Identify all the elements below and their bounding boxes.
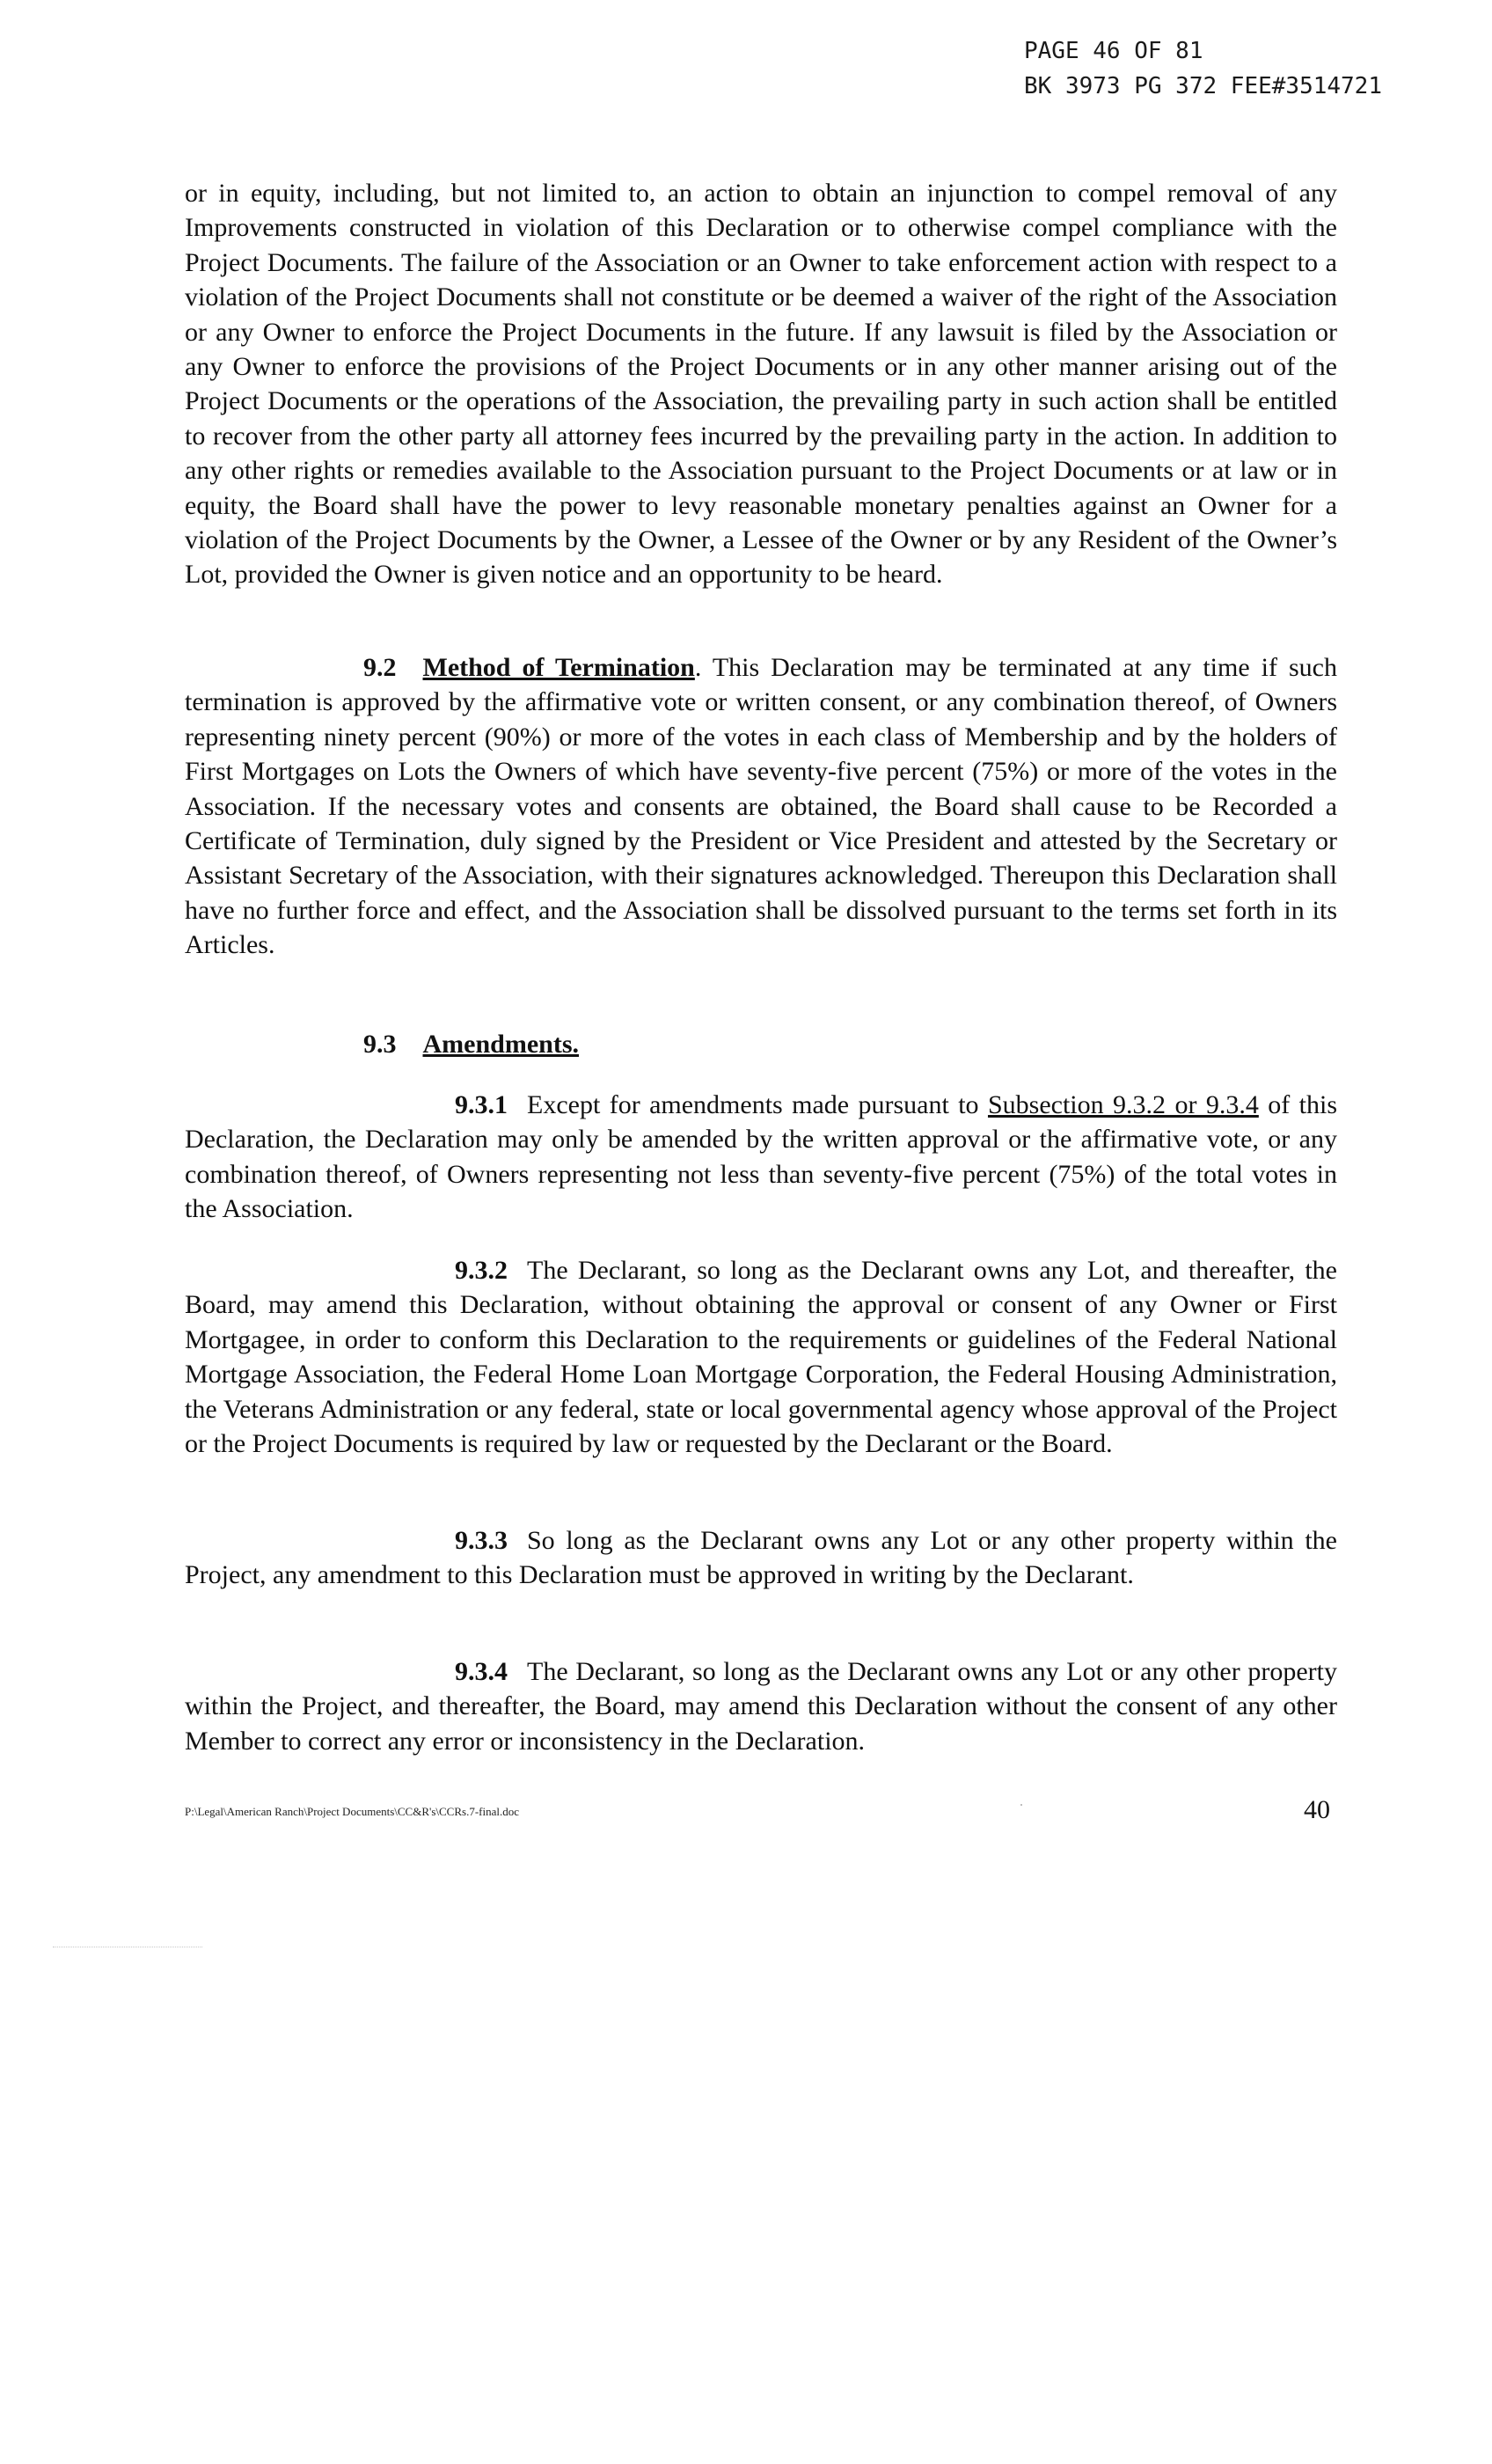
scan-artifact-line — [53, 1947, 202, 1951]
section-9-3-3-paragraph — [185, 1523, 1337, 1593]
section-9-2 — [185, 650, 1337, 963]
section-9-3-4 — [185, 1654, 1337, 1758]
section-9-3-2-paragraph — [185, 1253, 1337, 1461]
section-9-3-heading-line — [185, 1027, 1337, 1061]
recording-stamp — [1024, 33, 1411, 104]
paragraph-enforcement-continued — [185, 176, 1337, 592]
scan-speck — [1020, 1804, 1022, 1806]
page-number: 40 — [1304, 1795, 1330, 1824]
section-9-3-number: 9.3 — [363, 1030, 397, 1059]
section-9-3-4-number: 9.3.4 — [455, 1657, 508, 1686]
section-9-3-1-paragraph — [185, 1088, 1337, 1227]
section-9-3-title: Amendments. — [422, 1030, 579, 1059]
footer-file-path: P:\Legal\American Ranch\Project Documents\CC&R's\CCRs.7-final.doc — [185, 1805, 520, 1818]
section-9-3-2-number: 9.3.2 — [455, 1256, 508, 1285]
stamp-page-count: PAGE 46 OF 81 — [1024, 38, 1203, 64]
section-9-3-3 — [185, 1523, 1337, 1593]
section-9-3-3-number: 9.3.3 — [455, 1526, 508, 1555]
section-9-2-title: Method of Termination — [422, 653, 695, 682]
section-9-3-4-paragraph — [185, 1654, 1337, 1758]
section-9-2-paragraph — [185, 650, 1337, 963]
section-9-3-3-text: So long as the Declarant owns any Lot or any other property within the Project, any amendment to this Declaration must be approved in writing by the Declarant. — [185, 1526, 1337, 1590]
paragraph-text: or in equity, including, but not limited to, an action to obtain an injunction to compel removal of any Improvements constructed in violation of this Declaration or to otherwise compel compliance with the Project Documents. The failure of the Association or an Owner to take enforcement action with respect to a violation of the Project Documents shall not constitute or be deemed a waiver of the right of the Association or any Owner to enforce the Project Documents in the future. If any lawsuit is filed by the Association or any Owner to enforce the provisions of the Project Documents or in any other manner arising out of the Project Documents or the operations of the Association, the prevailing party in such action shall be entitled to recover from the other party all attorney fees incurred by the prevailing party in the action. In addition to any other rights or remedies available to the Association pursuant to the Project Documents or at law or in equity, the Board shall have the power to levy reasonable monetary penalties against an Owner for a violation of the Project Documents by the Owner, a Lessee of the Owner or by any Resident of the Owner’s Lot, provided the Owner is given notice and an opportunity to be heard. — [185, 179, 1337, 590]
section-9-2-text: . This Declaration may be terminated at any time if such termination is approved by the affirmative vote or written consent, or any combination thereof, of Owners representing ninety percent (90%) or more of the votes in each class of Membership and by the holders of First Mortgages on Lots the Owners of which have seventy-five percent (75%) or more of the votes in the Association. If the necessary votes and consents are obtained, the Board shall cause to be Recorded a Certificate of Termination, duly signed by the President or Vice President and attested by the Secretary or Assistant Secretary of the Association, with their signatures acknowledged. Thereupon this Declaration shall have no further force and effect, and the Association shall be dissolved pursuant to the terms set forth in its Articles. — [185, 653, 1337, 960]
stamp-book-page-fee: BK 3973 PG 372 FEE#3514721 — [1024, 73, 1382, 99]
section-9-3-2-text: The Declarant, so long as the Declarant owns any Lot, and thereafter, the Board, may amend this Declaration, without obtaining the approval or consent of any Owner or First Mortgagee, in order to conform this Declaration to the requirements or guidelines of the Federal National Mortgage Association, the Federal Home Loan Mortgage Corporation, the Federal Housing Administration, the Veterans Administration or any federal, state or local governmental agency whose approval of the Project or the Project Documents is required by law or requested by the Declarant or the Board. — [185, 1256, 1337, 1459]
section-9-3-2 — [185, 1253, 1337, 1461]
section-9-3-1-text-a: Except for amendments made pursuant to — [527, 1090, 988, 1119]
section-9-2-number: 9.2 — [363, 653, 397, 682]
section-9-3-heading — [185, 1027, 1337, 1061]
subsection-reference: Subsection 9.3.2 or 9.3.4 — [987, 1090, 1259, 1119]
section-9-3-1 — [185, 1088, 1337, 1227]
section-9-3-4-text: The Declarant, so long as the Declarant owns any Lot or any other property within the Project, and thereafter, the Board, may amend this Declaration without the consent of any other Member to correct any error or inconsistency in the Declaration. — [185, 1657, 1337, 1756]
section-9-3-1-number: 9.3.1 — [455, 1090, 508, 1119]
section-9-3-1-text-b: of this Declaration, the Declaration may only be amended by the written approval or the affirmative vote, or any combination thereof, of Owners representing not less than seventy-five percent (75%) of the total votes in the Association. — [185, 1090, 1337, 1224]
